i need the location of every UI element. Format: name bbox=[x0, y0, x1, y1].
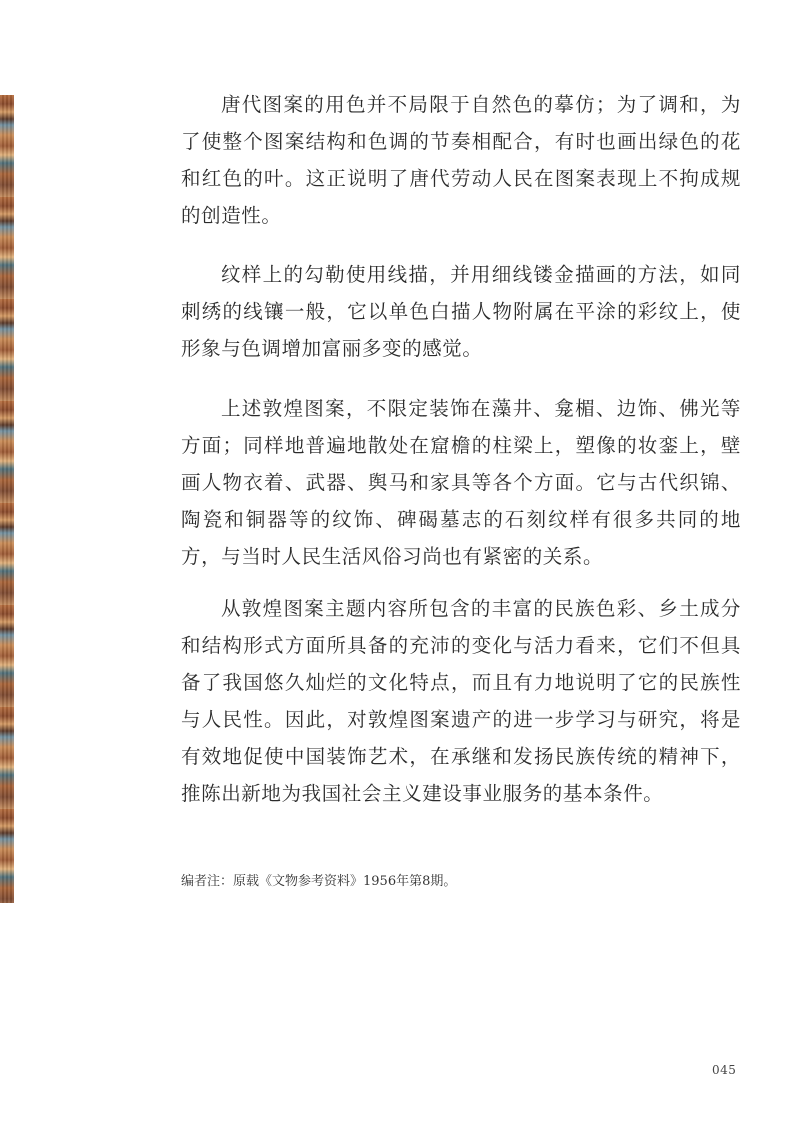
editor-note: 编者注：原载《文物参考资料》1956年第8期。 bbox=[181, 874, 457, 889]
page-number: 045 bbox=[712, 1063, 737, 1077]
paragraph-4: 从敦煌图案主题内容所包含的丰富的民族色彩、乡土成分和结构形式方面所具备的充沛的变化与活力看来，它们不但具备了我国悠久灿烂的文化特点，而且有力地说明了它的民族性与人民性。因此，对敦煌图案遗产的进一步学习与研究，将是有效地促使中国装饰艺术，在承继和发扬民族传统的精神下，推陈出新地为我国社会主义建设事业服务的基本条件。 bbox=[181, 597, 741, 805]
paragraph-1: 唐代图案的用色并不局限于自然色的摹仿；为了调和，为了使整个图案结构和色调的节奏相配合，有时也画出绿色的花和红色的叶。这正说明了唐代劳动人民在图案表现上不拘成规的创造性。 bbox=[181, 93, 741, 227]
decorative-mural-edge bbox=[0, 95, 14, 903]
paragraph-2: 纹样上的勾勒使用线描，并用细线镂金描画的方法，如同刺绣的线镶一般，它以单色白描人物附属在平涂的彩纹上，使形象与色调增加富丽多变的感觉。 bbox=[181, 263, 741, 360]
paragraph-3: 上述敦煌图案，不限定装饰在藻井、龛楣、边饰、佛光等方面；同样地普遍地散处在窟檐的柱梁上，塑像的妆銮上，壁画人物衣着、武器、舆马和家具等各个方面。它与古代织锦、陶瓷和铜器等的纹饰、碑碣墓志的石刻纹样有很多共同的地方，与当时人民生活风俗习尚也有紧密的关系。 bbox=[181, 397, 741, 568]
